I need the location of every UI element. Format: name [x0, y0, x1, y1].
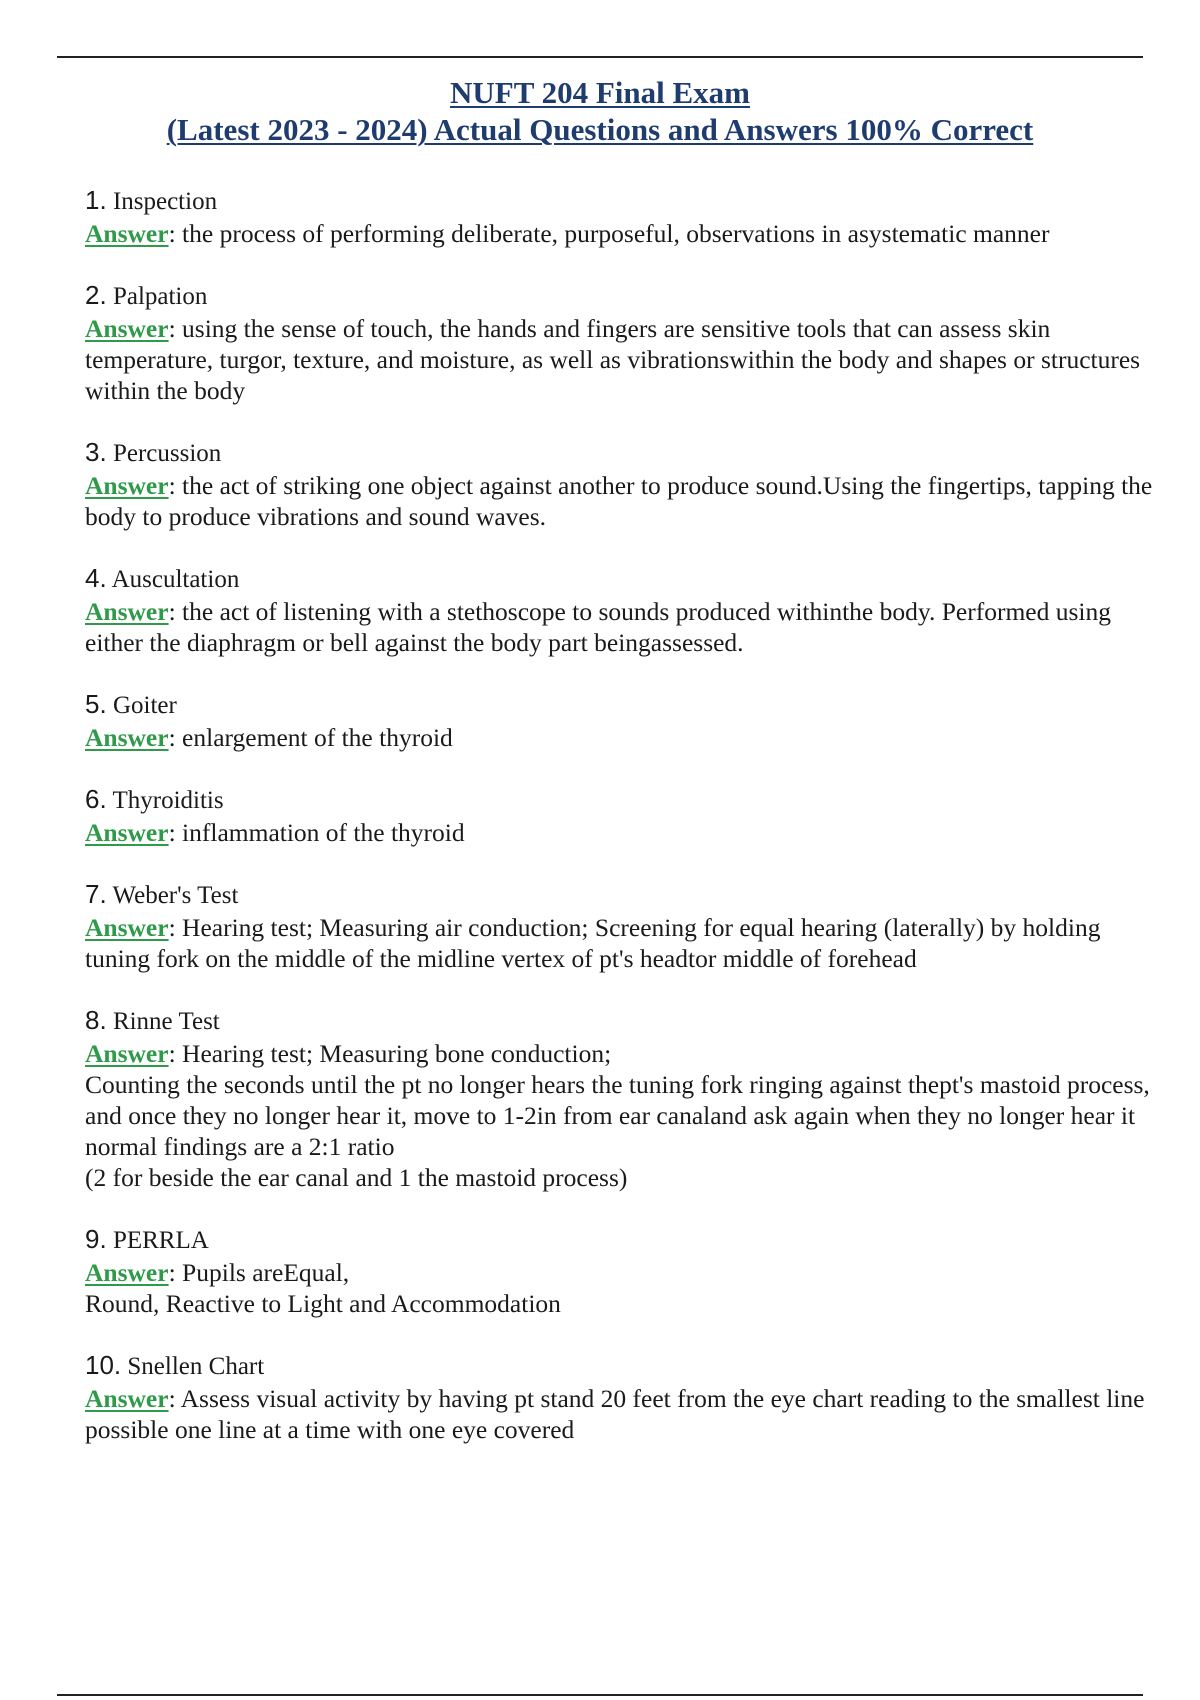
title-line-1: NUFT 204 Final Exam [450, 75, 750, 110]
qa-item [85, 1004, 1155, 1193]
bottom-rule [57, 1694, 1143, 1696]
question-term-text: Goiter [112, 692, 177, 719]
question-answer-list [85, 184, 1155, 1475]
answer-line-text: Round, Reactive to Light and Accommodation [85, 1289, 561, 1318]
question-term [85, 279, 1155, 313]
answer-separator: : [168, 219, 183, 248]
answer-label: Answer [85, 1384, 169, 1413]
answer-line [85, 313, 1155, 406]
question-term [85, 562, 1155, 596]
answer-line [85, 1257, 1155, 1288]
question-number: 5. [85, 689, 107, 719]
answer-separator: : [168, 1039, 183, 1068]
qa-item [85, 279, 1155, 406]
answer-text [85, 218, 1155, 249]
answer-separator: : [168, 913, 183, 942]
question-number: 8. [85, 1005, 107, 1035]
answer-label: Answer [85, 597, 169, 626]
question-number: 4. [85, 563, 107, 593]
answer-line-text: enlargement of the thyroid [182, 723, 453, 752]
answer-text [85, 313, 1155, 406]
question-term-text: PERRLA [112, 1227, 209, 1254]
answer-line-text: the process of performing deliberate, purposeful, observations in asystematic manner [182, 219, 1050, 248]
answer-text [85, 1038, 1155, 1193]
question-term [85, 184, 1155, 218]
answer-line-text: the act of striking one object against another to produce sound.Using the fingertips, tapping the body to produce vibrations and sound waves. [85, 471, 1153, 531]
question-number: 6. [85, 784, 107, 814]
answer-text [85, 1383, 1155, 1445]
question-term-text: Percussion [112, 440, 222, 467]
question-term [85, 1223, 1155, 1257]
question-term-text: Palpation [112, 283, 208, 310]
answer-line-text: using the sense of touch, the hands and fingers are sensitive tools that can assess skin temperature, turgor, texture, and moisture, as well as vibrationswithin the body and shapes or structures within the body [85, 314, 1141, 405]
question-number: 3. [85, 437, 107, 467]
qa-item [85, 878, 1155, 974]
question-term-text: Inspection [112, 188, 218, 215]
qa-item [85, 436, 1155, 532]
question-term [85, 688, 1155, 722]
qa-item [85, 688, 1155, 753]
title-line-2: (Latest 2023 - 2024) Actual Questions and Answers 100% Correct [166, 112, 1034, 147]
question-term [85, 1349, 1155, 1383]
answer-text [85, 1257, 1155, 1319]
question-number: 2. [85, 280, 107, 310]
question-term [85, 783, 1155, 817]
question-number: 7. [85, 879, 107, 909]
question-term-text: Weber's Test [112, 882, 239, 909]
question-term-text: Snellen Chart [127, 1353, 265, 1380]
qa-item [85, 1349, 1155, 1445]
answer-line [85, 1069, 1155, 1162]
answer-label: Answer [85, 471, 169, 500]
answer-label: Answer [85, 913, 169, 942]
answer-label: Answer [85, 219, 169, 248]
question-term [85, 436, 1155, 470]
qa-item [85, 1223, 1155, 1319]
qa-item [85, 562, 1155, 658]
answer-label: Answer [85, 314, 169, 343]
answer-line [85, 218, 1155, 249]
answer-label: Answer [85, 1258, 169, 1287]
answer-line [85, 1162, 1155, 1193]
question-term-text: Auscultation [111, 566, 240, 593]
answer-line [85, 817, 1155, 848]
answer-separator: : [168, 314, 183, 343]
question-term [85, 878, 1155, 912]
answer-line-text: Counting the seconds until the pt no longer hears the tuning fork ringing against thept's mastoid process, and once they no longer hear it, move to 1-2in from ear canaland ask again when they no longer hear it normal findings are a 2:1 ratio [85, 1070, 1150, 1161]
answer-separator: : [168, 1258, 183, 1287]
question-term [85, 1004, 1155, 1038]
document-title [57, 74, 1143, 148]
top-rule [57, 56, 1143, 58]
answer-separator: : [168, 1384, 181, 1413]
qa-item [85, 184, 1155, 249]
answer-line [85, 596, 1155, 658]
question-number: 10. [85, 1350, 122, 1380]
answer-separator: : [168, 818, 183, 847]
answer-line [85, 1288, 1155, 1319]
answer-text [85, 722, 1155, 753]
question-term-text: Rinne Test [112, 1008, 220, 1035]
answer-line [85, 470, 1155, 532]
answer-text [85, 817, 1155, 848]
answer-label: Answer [85, 1039, 169, 1068]
answer-line [85, 1383, 1155, 1445]
answer-line-text: (2 for beside the ear canal and 1 the mastoid process) [85, 1163, 628, 1192]
answer-text [85, 912, 1155, 974]
answer-line-text: the act of listening with a stethoscope to sounds produced withinthe body. Performed using either the diaphragm or bell against the body part beingassessed. [85, 597, 1111, 657]
answer-separator: : [168, 597, 183, 626]
answer-line [85, 912, 1155, 974]
answer-separator: : [168, 723, 183, 752]
answer-label: Answer [85, 818, 169, 847]
answer-label: Answer [85, 723, 169, 752]
answer-line [85, 722, 1155, 753]
answer-text [85, 596, 1155, 658]
answer-line [85, 1038, 1155, 1069]
answer-text [85, 470, 1155, 532]
question-number: 9. [85, 1224, 107, 1254]
answer-line-text: Hearing test; Measuring air conduction; Screening for equal hearing (laterally) by holding tuning fork on the middle of the midline vertex of pt's headtor middle of forehead [85, 913, 1101, 973]
qa-item [85, 783, 1155, 848]
answer-separator: : [168, 471, 183, 500]
answer-line-text: Pupils areEqual, [182, 1258, 350, 1287]
answer-line-text: Hearing test; Measuring bone conduction; [182, 1039, 612, 1068]
question-term-text: Thyroiditis [112, 787, 224, 814]
answer-line-text: inflammation of the thyroid [182, 818, 465, 847]
answer-line-text: Assess visual activity by having pt stand 20 feet from the eye chart reading to the smallest line possible one line at a time with one eye covered [85, 1384, 1145, 1444]
question-number: 1. [85, 185, 107, 215]
